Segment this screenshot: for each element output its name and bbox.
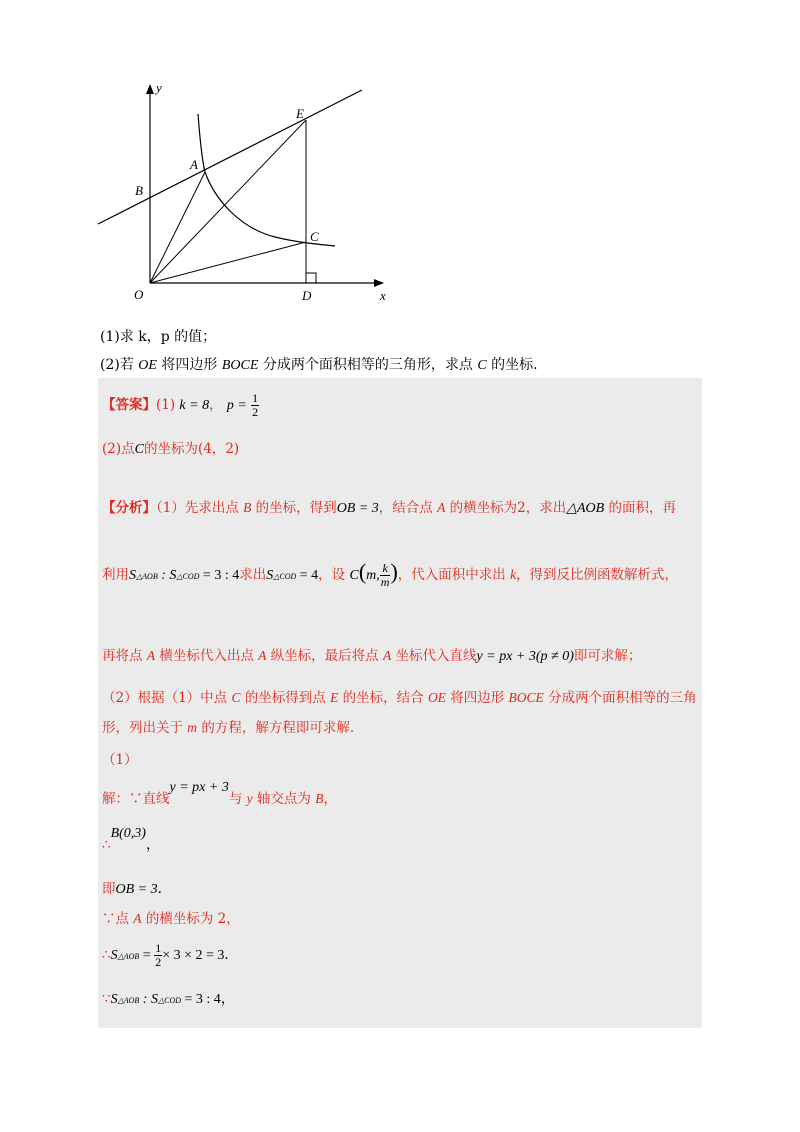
answer-comma: ， — [209, 397, 223, 413]
segment-OA — [150, 172, 205, 283]
hyperbola-curve — [198, 114, 335, 246]
q2-end: 的坐标. — [486, 357, 538, 373]
geometry-figure — [90, 80, 400, 305]
right-angle-mark — [306, 273, 316, 283]
q2-prefix: (2)若 — [100, 357, 139, 373]
x-axis-arrow — [374, 279, 384, 287]
q2-c: C — [477, 358, 487, 373]
label-O: O — [134, 287, 144, 302]
solution-line-2: 解：∵直线y = px + 3与 y 轴交点为 B， — [102, 780, 337, 807]
solution-line-4: 即OB = 3． — [102, 881, 172, 897]
analysis-tag: 【分析】 — [102, 500, 156, 516]
solution-line-7: ∵S△AOB : S△COD = 3 : 4， — [102, 991, 235, 1007]
label-y: y — [156, 80, 162, 95]
segment-OE — [150, 120, 306, 283]
answer-p: p = — [226, 398, 247, 413]
segment-OC — [150, 242, 306, 283]
question-1: (1)求 k，p 的值； — [100, 329, 217, 345]
solution-line-1: （1） — [102, 752, 138, 768]
q2-oe: OE — [138, 358, 157, 373]
question-2 — [100, 354, 538, 374]
analysis-line-5: 形，列出关于 m 的方程，解方程即可求解. — [102, 720, 355, 736]
label-B: B — [135, 183, 143, 198]
label-x: x — [380, 288, 386, 303]
label-C: C — [310, 229, 319, 244]
analysis-line-3: 再将点 A 横坐标代入出点 A 纵坐标，最后将点 A 坐标代入直线y = px + 3(p ≠ 0)即可求解； — [102, 648, 642, 664]
q2-mid2: 分成两个面积相等的三角形，求点 — [258, 357, 478, 373]
answer-line-2 — [102, 437, 239, 458]
y-axis-arrow — [146, 84, 154, 94]
label-A: A — [190, 157, 198, 172]
q2-mid: 将四边形 — [156, 357, 222, 373]
answer-p1: (1) — [156, 397, 176, 413]
q2-boce: BOCE — [221, 358, 259, 373]
solution-line-5: ∵点 A 的横坐标为 2， — [102, 911, 240, 927]
answer-k: k = 8 — [179, 398, 210, 413]
line-BE — [98, 90, 362, 224]
answer-p-frac: $\frac{1}{2}$ — [252, 391, 259, 419]
answer-line-1 — [102, 392, 259, 419]
answer-p2-text: 的坐标为(4，2) — [143, 441, 240, 457]
analysis-line-1: 【分析】（1）先求出点 B 的坐标，得到OB = 3，结合点 A 的横坐标为2，求出△AOB 的面积，再 — [102, 500, 677, 516]
label-D: D — [302, 288, 312, 303]
answer-tag: 【答案】 — [102, 397, 156, 413]
answer-p2-prefix: (2)点 — [102, 441, 135, 457]
solution-line-6: ∴S△AOB = $\frac{1}{2}$ × 3 × 2 = 3． — [102, 941, 239, 969]
answer-p2-c: C — [134, 442, 144, 457]
analysis-line-4: （2）根据（1）中点 C 的坐标得到点 E 的坐标，结合 OE 将四边形 BOCE 分成两个面积相等的三角 — [102, 690, 697, 706]
solution-line-3: ∴B(0,3)， — [102, 826, 160, 853]
label-E: E — [296, 106, 304, 121]
analysis-line-2: 利用S△AOB : S△COD = 3 : 4求出S△COD = 4，设 C(m, $\frac{k}{m}$ )，代入面积中求出 k，得到反比例函数解析式， — [102, 559, 679, 589]
